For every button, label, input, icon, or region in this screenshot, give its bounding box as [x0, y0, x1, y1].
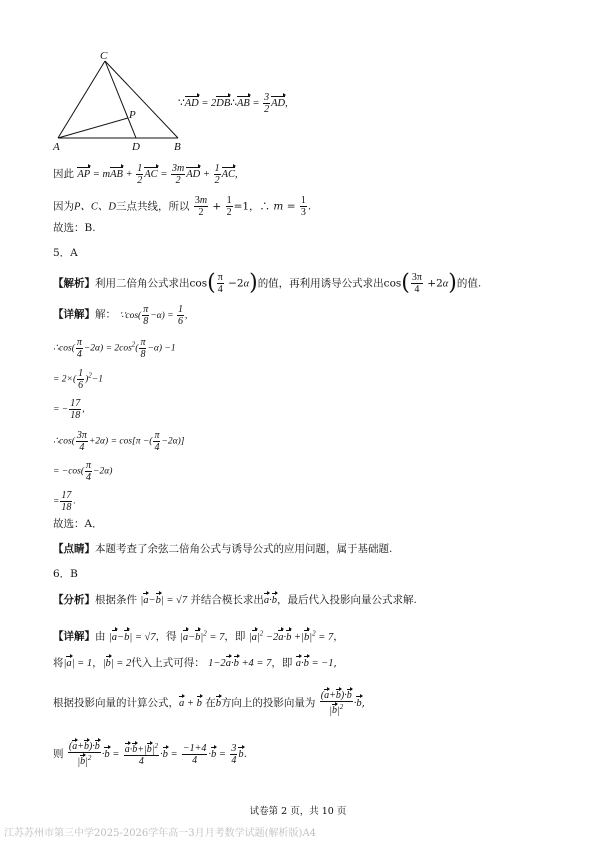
q5-xiangjie: 【详解】解： ∵cos( $\frac{\pi}{8}$ −α) = $\frac{1}{6}$ , [53, 304, 188, 327]
segment-cb [105, 61, 178, 138]
segment-cd [105, 61, 136, 138]
q5-step-2: = 2×( $\frac{1}{6}$ )$^2$−1 [53, 368, 103, 391]
label-p: P [129, 109, 136, 121]
question-5-heading: 5．A [53, 247, 78, 259]
label-b: B [174, 141, 181, 152]
q5-step-6: = $\frac{17}{18}$ . [53, 490, 76, 513]
q6-projection-formula: 根据投影向量的计算公式，a + b 在b方向上的投影向量为 $\frac{(a+b)\cdot b}{|b|^2}$ ·b, [53, 690, 365, 717]
line-ad-relation: ∵AD = 2DB∴AB = $\frac{3}{2}$ AD, [178, 92, 288, 115]
q5-jiexi: 【解析】利用二倍角公式求出cos( $\frac{\pi}{4}$ −2α)的值，再利用诱导公式求出cos( $\frac{3\pi}{4}$ +2α)的值. [53, 270, 482, 296]
q5-dianjing: 【点睛】本题考查了余弦二倍角公式与诱导公式的应用问题，属于基础题. [53, 543, 393, 555]
line-collinear: 因为P、C、D三点共线，所以 $\frac{3m}{2}$ + $\frac{1}{2}$ =1，∴ m = $\frac{1}{3}$ . [53, 195, 312, 218]
line-ap-expression: 因此 AP = mAB + $\frac{1}{2}$ AC = $\frac{3m}{2}$ AD + $\frac{1}{2}$ AC, [53, 163, 238, 186]
label-d: D [132, 141, 140, 152]
q6-xiangjie: 【详解】由 |a−b| = √7，得 $|a-b|^2 = 7$，即 $|a|^2 -2a\cdot b +|b|^2 = 7$， [53, 629, 344, 643]
q5-step-4: ∴cos( $\frac{3\pi}{4}$ +2α) = cos[π −( $\frac{\pi}{4}$ −2α)] [53, 430, 185, 453]
label-a: A [53, 141, 60, 152]
q5-step-1: ∴cos( $\frac{\pi}{4}$ $-2\alpha) = 2\cos^2$( $\frac{\pi}{8}$ −α) −1 [53, 337, 176, 360]
q5-step-3: = − $\frac{17}{18}$ , [53, 398, 85, 421]
q6-result: 则 $\frac{(a+b)\cdot b}{|b|^2}$ ·b = $\frac{a\cdot b+|b|^2}{4}$ ·b = $\frac{-1+4}{4}$ ·b = $\frac{3}{4}$ b. [53, 741, 247, 768]
answer-a: 故选：A． [53, 518, 103, 530]
triangle-figure [50, 48, 190, 152]
answer-b: 故选：B. [53, 222, 96, 234]
watermark: 江苏苏州市第三中学2025-2026学年高一3月月考数学试题(解析版)A4 [4, 828, 317, 839]
page-footer: 试卷第 2 页，共 10 页 [249, 806, 347, 817]
q6-fenxi: 【分析】根据条件 |a−b| = √7 并结合模长求出a·b，最后代入投影向量公式求解. [53, 594, 417, 606]
q5-step-5: = −cos( $\frac{\pi}{4}$ −2α) [53, 460, 113, 483]
question-6-heading: 6．B [53, 568, 78, 580]
label-c: C [100, 50, 108, 62]
q6-substitute: 将|a| = 1，|b| = 2代入上式可得： 1−2a·b +4 = 7，即 a·b = −1, [53, 657, 337, 669]
